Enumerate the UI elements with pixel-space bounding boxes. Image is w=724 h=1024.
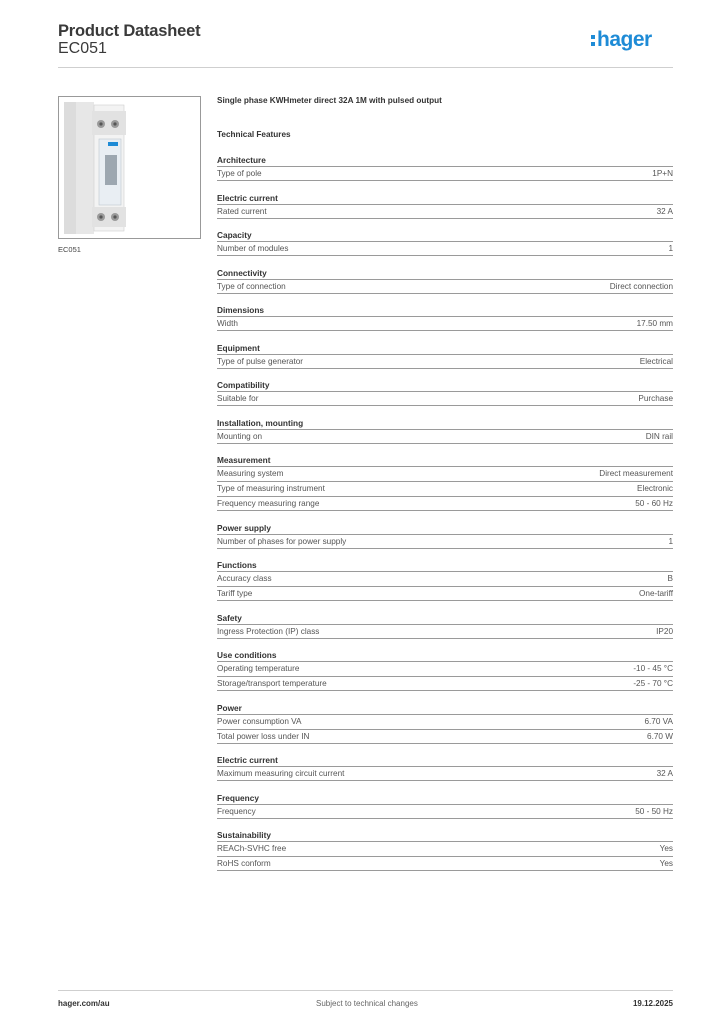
feature-label: Type of pole	[217, 169, 262, 178]
feature-row	[217, 391, 673, 406]
feature-group	[217, 268, 673, 294]
feature-group	[217, 560, 673, 601]
feature-value: 32 A	[656, 769, 673, 778]
feature-value: DIN rail	[645, 431, 673, 441]
datasheet-content	[217, 96, 673, 883]
feature-label: Type of connection	[217, 281, 286, 291]
feature-group-title: Frequency	[217, 792, 259, 803]
feature-row	[217, 279, 673, 294]
feature-label: REACh-SVHC free	[217, 844, 287, 853]
feature-row	[217, 804, 673, 819]
feature-group	[217, 305, 673, 331]
document-title: Product Datasheet	[58, 22, 201, 40]
feature-group	[217, 650, 673, 691]
feature-group-title: Electric current	[217, 755, 278, 765]
feature-group	[217, 613, 673, 639]
product-description: Single phase KWHmeter direct 32A 1M with pulsed output	[217, 96, 442, 105]
feature-group-title: Electric current	[217, 192, 278, 203]
footer-website: hager.com/au	[58, 999, 110, 1008]
feature-row	[217, 624, 673, 639]
feature-value: -25 - 70 °C	[633, 679, 673, 688]
features-heading: Technical Features	[217, 130, 291, 139]
feature-group	[217, 230, 673, 256]
feature-row	[217, 534, 673, 549]
feature-group-title: Installation, mounting	[217, 417, 304, 428]
page-footer	[58, 990, 673, 1012]
feature-value: Electrical	[639, 356, 673, 366]
feature-group	[217, 455, 673, 511]
feature-value: B	[667, 574, 673, 583]
feature-label: Measuring system	[217, 469, 284, 478]
feature-group-title: Dimensions	[217, 305, 265, 315]
feature-label: Width	[217, 319, 238, 328]
feature-group-title: Architecture	[217, 155, 266, 165]
feature-group	[217, 830, 673, 871]
feature-value: 1	[668, 536, 673, 546]
feature-value: IP20	[656, 626, 673, 636]
feature-label: RoHS conform	[217, 859, 271, 868]
feature-row	[217, 661, 673, 676]
feature-group-title: Measurement	[217, 455, 271, 465]
feature-group	[217, 523, 673, 549]
feature-group	[217, 343, 673, 369]
feature-group	[217, 380, 673, 406]
product-code: EC051	[58, 40, 107, 57]
feature-value: 1	[668, 244, 673, 253]
feature-value: 1P+N	[652, 169, 673, 178]
feature-row	[217, 166, 673, 181]
feature-value: Electronic	[637, 484, 673, 493]
feature-row	[217, 571, 673, 586]
feature-label: Number of phases for power supply	[217, 536, 347, 546]
feature-group-title: Equipment	[217, 342, 260, 353]
feature-value: Direct connection	[609, 281, 673, 291]
feature-group	[217, 193, 673, 219]
feature-group-title: Compatibility	[217, 380, 270, 390]
feature-row	[217, 856, 673, 871]
feature-label: Number of modules	[217, 244, 289, 253]
feature-row	[217, 429, 673, 444]
feature-label: Maximum measuring circuit current	[217, 769, 345, 778]
feature-value: 50 - 50 Hz	[635, 806, 673, 816]
hager-logo	[591, 28, 673, 52]
feature-row	[217, 316, 673, 331]
feature-row	[217, 586, 673, 601]
feature-label: Power consumption VA	[217, 716, 302, 726]
feature-value: 50 - 60 Hz	[635, 499, 673, 508]
footer-note: Subject to technical changes	[316, 999, 418, 1008]
feature-label: Tariff type	[217, 589, 253, 598]
feature-row	[217, 841, 673, 856]
feature-label: Accuracy class	[217, 574, 272, 583]
feature-value: 32 A	[656, 206, 673, 216]
feature-row	[217, 729, 673, 744]
feature-label: Operating temperature	[217, 664, 300, 673]
feature-group-title: Functions	[217, 560, 257, 570]
feature-row	[217, 496, 673, 511]
feature-group-title: Power	[217, 702, 242, 713]
feature-label: Mounting on	[217, 431, 263, 441]
feature-value: 17.50 mm	[636, 319, 673, 328]
feature-label: Rated current	[217, 206, 267, 216]
feature-group	[217, 755, 673, 781]
feature-group-title: Capacity	[217, 230, 252, 240]
feature-row	[217, 676, 673, 691]
feature-row	[217, 204, 673, 219]
feature-label: Type of measuring instrument	[217, 484, 325, 493]
feature-group	[217, 418, 673, 444]
feature-row	[217, 714, 673, 729]
feature-label: Ingress Protection (IP) class	[217, 626, 320, 636]
feature-row	[217, 481, 673, 496]
feature-group-title: Use conditions	[217, 650, 277, 660]
feature-label: Frequency measuring range	[217, 499, 320, 508]
feature-label: Total power loss under IN	[217, 731, 310, 741]
feature-row	[217, 241, 673, 256]
feature-label: Suitable for	[217, 394, 259, 403]
feature-value: 6.70 VA	[644, 716, 673, 726]
product-image	[58, 96, 201, 239]
svg-text:hager: hager	[597, 28, 652, 51]
feature-group-title: Sustainability	[217, 830, 271, 840]
feature-label: Storage/transport temperature	[217, 679, 327, 688]
feature-value: Yes	[659, 844, 673, 853]
technical-features	[217, 155, 673, 871]
feature-value: Yes	[659, 859, 673, 868]
feature-group-title: Connectivity	[217, 267, 267, 278]
image-caption: EC051	[58, 245, 81, 254]
feature-label: Frequency	[217, 806, 256, 816]
feature-group	[217, 703, 673, 744]
feature-value: 6.70 W	[647, 731, 673, 741]
feature-group-title: Safety	[217, 612, 242, 623]
feature-value: -10 - 45 °C	[633, 664, 673, 673]
feature-group	[217, 793, 673, 819]
footer-date: 19.12.2025	[632, 999, 673, 1008]
feature-value: Purchase	[638, 394, 673, 403]
feature-value: Direct measurement	[599, 469, 673, 478]
feature-group	[217, 155, 673, 181]
feature-group-title: Power supply	[217, 522, 271, 533]
page-header	[58, 22, 673, 68]
feature-row	[217, 766, 673, 781]
feature-value: One-tariff	[639, 589, 673, 598]
feature-row	[217, 354, 673, 369]
feature-row	[217, 466, 673, 481]
feature-label: Type of pulse generator	[217, 356, 304, 366]
